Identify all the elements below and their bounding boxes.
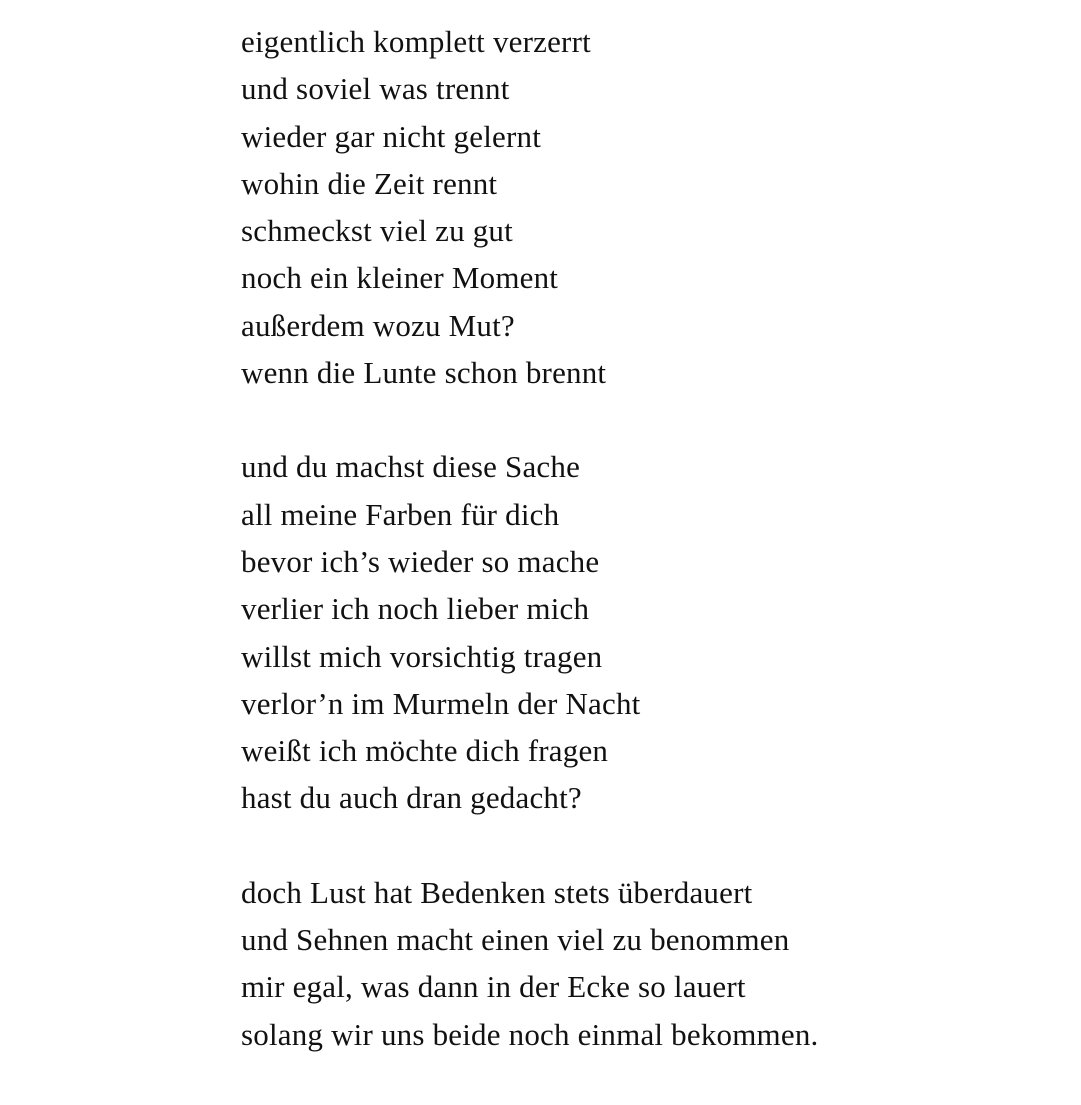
stanza-3 (241, 869, 1041, 1058)
poem-line: und du machst diese Sache (241, 449, 581, 485)
poem-line: außerdem wozu Mut? (241, 307, 515, 343)
poem-line: wieder gar nicht gelernt (241, 118, 542, 154)
poem-line: mir egal, was dann in der Ecke so lauert (241, 969, 746, 1005)
poem-line: und Sehnen macht einen viel zu benommen (241, 922, 790, 958)
poem-line: bevor ich’s wieder so mache (241, 543, 600, 579)
poem-line: verlor’n im Murmeln der Nacht (241, 685, 641, 721)
poem-line: solang wir uns beide noch einmal bekommen. (241, 1016, 819, 1052)
poem-line: schmeckst viel zu gut (241, 213, 513, 249)
poem-line: und soviel was trennt (241, 71, 510, 107)
poem-line: eigentlich komplett verzerrt (241, 24, 591, 59)
poem-line: wenn die Lunte schon brennt (241, 355, 607, 391)
poem-text (241, 18, 1041, 1105)
poem-line: wohin die Zeit rennt (241, 165, 498, 201)
poem-line: verlier ich noch lieber mich (241, 591, 590, 627)
poem-line: doch Lust hat Bedenken stets überdauert (241, 874, 753, 910)
poem-line: hast du auch dran gedacht? (241, 780, 582, 816)
poem-line: willst mich vorsichtig tragen (241, 638, 603, 674)
poem-line: weißt ich möchte dich fragen (241, 733, 609, 769)
stanza-2 (241, 443, 1041, 821)
poem-line: all meine Farben für dich (241, 496, 560, 532)
stanza-1 (241, 18, 1041, 396)
poem-line: noch ein kleiner Moment (241, 260, 559, 296)
